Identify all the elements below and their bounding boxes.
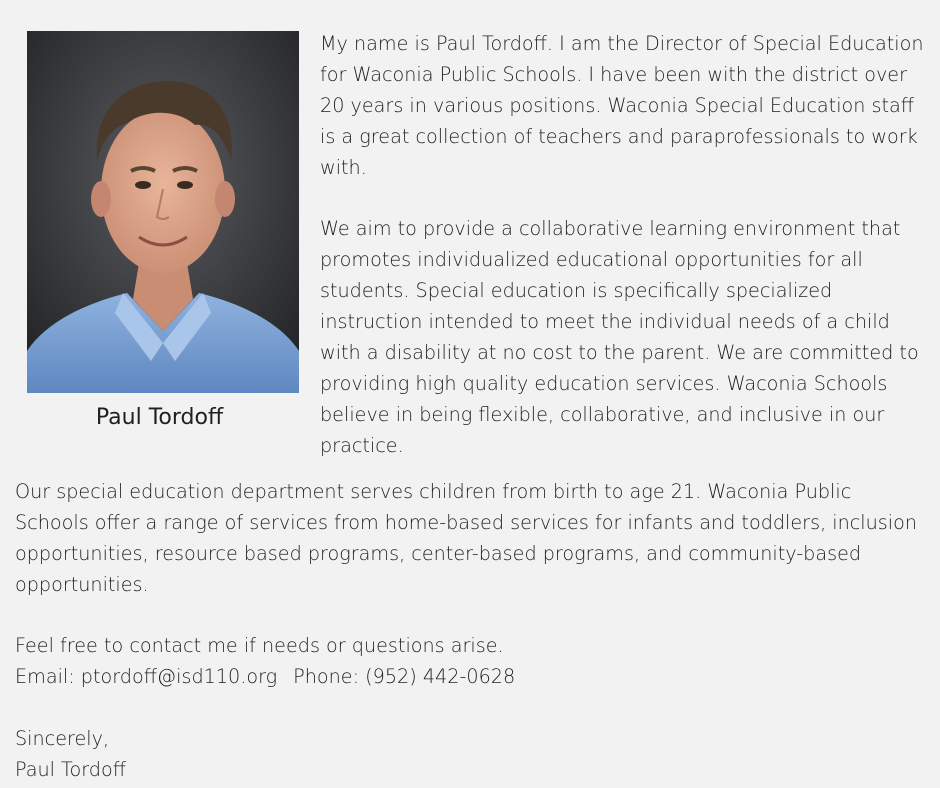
contact-line xyxy=(15,661,515,692)
profile-name-caption: Paul Tordoff xyxy=(95,405,224,430)
closing-signature: Paul Tordoff xyxy=(15,758,126,781)
intro-paragraph-1: My name is Paul Tordoff. I am the Director of Special Education for Waconia Public Schools. I have been with the district over 20 years in various positions. Waconia Special Education staff is a great collection of teachers and paraprofessionals to work with. xyxy=(320,32,924,179)
phone-text[interactable]: Phone: (952) 442-0628 xyxy=(293,665,516,688)
closing-salutation: Sincerely, xyxy=(15,727,110,750)
intro-paragraph-2: We aim to provide a collaborative learning environment that promotes individualized educational opportunities for all students. Special education is specifically specialized instruction intended to meet the individual needs of a child with a disability at no cost to the parent. We are committed to providing high quality education services. Waconia Schools believe in being flexible, collaborative, and inclusive in our practice. xyxy=(320,217,919,457)
email-text[interactable]: Email: ptordoff@isd110.org xyxy=(15,665,278,688)
portrait-image xyxy=(27,31,299,393)
contact-invite: Feel free to contact me if needs or questions arise. xyxy=(15,634,504,657)
department-paragraph: Our special education department serves children from birth to age 21. Waconia Public Schools offer a range of services from home-based services for infants and toddlers, inclusion opportunities, resource based programs, center-based programs, and community-based opportunities. xyxy=(15,480,918,596)
profile-photo xyxy=(27,31,299,393)
